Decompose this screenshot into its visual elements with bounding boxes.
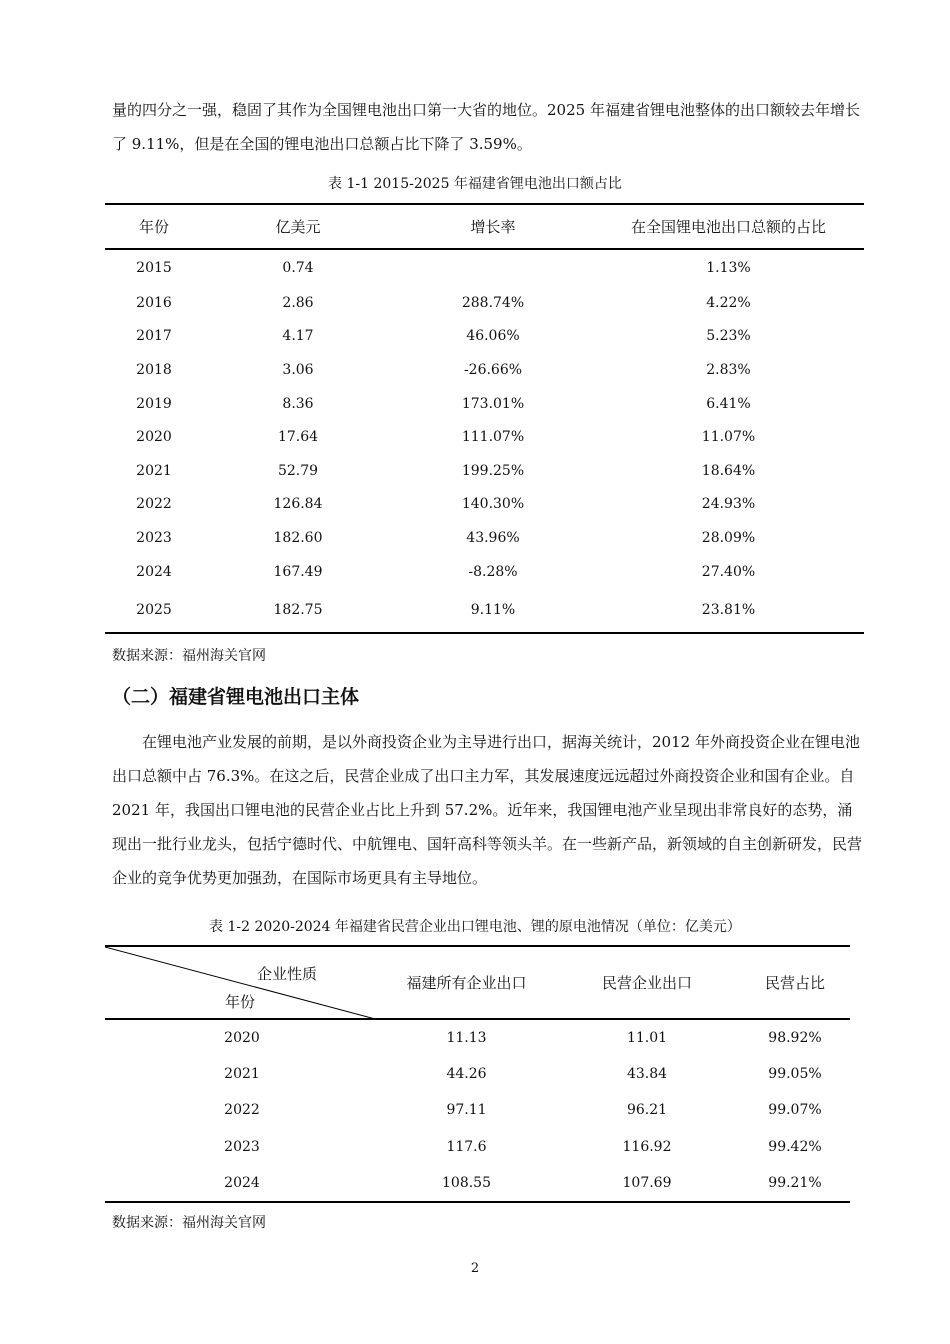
table-cell: 9.11% — [470, 602, 516, 619]
table-cell: 2022 — [224, 1102, 260, 1119]
table-cell: 126.84 — [273, 496, 323, 513]
table-row — [105, 521, 864, 555]
table1-source: 数据来源：福州海关官网 — [112, 648, 266, 664]
table-cell: 4.17 — [282, 328, 314, 345]
table-cell: 1.13% — [706, 260, 751, 276]
table-cell: 18.64% — [701, 462, 756, 479]
table-cell: 28.09% — [701, 529, 756, 546]
table-cell: 44.26 — [446, 1065, 487, 1082]
table-cell: 167.49 — [273, 563, 323, 580]
section-heading: （二）福建省锂电池出口主体 — [112, 686, 360, 708]
table-row — [105, 1092, 850, 1129]
table-row — [105, 1129, 850, 1166]
table-row — [105, 249, 864, 286]
header-usd-100m: 亿美元 — [203, 204, 393, 249]
table-cell: 96.21 — [626, 1102, 668, 1119]
table-cell: 182.60 — [273, 529, 323, 546]
table-cell: 2020 — [136, 429, 172, 446]
table-cell: 11.07% — [701, 429, 756, 446]
table-cell: 2023 — [224, 1138, 260, 1155]
table-row — [105, 420, 864, 454]
table-cell: 43.96% — [466, 529, 520, 546]
diag-label-enterprise-type: 企业性质 — [257, 965, 318, 983]
table-cell: 99.42% — [768, 1138, 822, 1155]
table-cell: 111.07% — [461, 429, 525, 446]
table-cell: 6.41% — [706, 395, 751, 412]
private-enterprise-export-table — [105, 945, 850, 1203]
table-cell: 2021 — [224, 1065, 260, 1082]
table-row — [105, 1056, 850, 1093]
table-cell: 173.01% — [461, 395, 525, 412]
table-cell: 108.55 — [442, 1174, 491, 1191]
header-year: 年份 — [105, 204, 203, 249]
table-cell: 2023 — [136, 529, 172, 546]
table-cell: 117.6 — [446, 1138, 487, 1155]
intro-paragraph: 量的四分之一强，稳固了其作为全国锂电池出口第一大省的地位。2025 年福建省锂电池整体的出口额较去年增长了 9.11%，但是在全国的锂电池出口总额占比下降了 3.59%。 — [112, 101, 860, 153]
header-all-enterprises: 福建所有企业出口 — [379, 946, 554, 1019]
table-cell: 24.93% — [701, 496, 756, 513]
diagonal-header-cell — [105, 946, 379, 1019]
table-cell: 288.74% — [461, 294, 525, 311]
table-row — [105, 353, 864, 387]
table-row — [105, 454, 864, 488]
table-cell: 2024 — [136, 563, 172, 580]
table-cell: 23.81% — [701, 602, 756, 619]
table-cell: 3.06 — [282, 361, 314, 378]
export-share-table — [105, 203, 864, 634]
table-cell: 140.30% — [461, 496, 525, 513]
header-national-share: 在全国锂电池出口总额的占比 — [593, 204, 864, 249]
table-row — [105, 1165, 850, 1202]
table-cell: 199.25% — [461, 462, 525, 479]
table1-caption: 表 1-1 2015-2025 年福建省锂电池出口额占比 — [328, 176, 622, 192]
table-cell: -26.66% — [463, 361, 523, 378]
table-cell: 2020 — [224, 1029, 260, 1046]
table-cell: 116.92 — [622, 1138, 672, 1155]
table2-source: 数据来源：福州海关官网 — [112, 1215, 266, 1231]
table-header-row — [105, 204, 864, 249]
table-cell: 4.22% — [706, 294, 751, 311]
table-cell: 52.79 — [277, 462, 319, 479]
table-cell: 2017 — [136, 328, 172, 345]
table-row — [105, 286, 864, 320]
table2-caption: 表 1-2 2020-2024 年福建省民营企业出口锂电池、锂的原电池情况（单位：亿美元） — [209, 919, 741, 935]
table-cell: 2016 — [136, 294, 172, 311]
table-cell: 5.23% — [706, 328, 751, 345]
table-row — [105, 555, 864, 589]
table-cell: 2025 — [136, 602, 172, 619]
table-cell: 2019 — [136, 395, 172, 412]
table-row — [105, 387, 864, 421]
table-cell: 17.64 — [277, 429, 319, 446]
body-paragraph: 在锂电池产业发展的前期，是以外商投资企业为主导进行出口，据海关统计，2012 年外商投资企业在锂电池出口总额中占 76.3%。在这之后，民营企业成了出口主力军，其发展速度远远超过外商投资企业和国有企业。自 2021 年，我国出口锂电池的民营企业占比上升到 57.2%。近年来，我国锂电池产业呈现出非常良好的态势，涌现出一批行业龙头，包括宁德时代、中航锂电、国轩高科等领头羊。在一些新产品，新领域的自主创新研发，民营企业的竞争优势更加强劲，在国际市场更具有主导地位。 — [112, 733, 863, 887]
page-number: 2 — [470, 1261, 480, 1276]
header-growth-rate: 增长率 — [393, 204, 593, 249]
table-cell: 2018 — [136, 361, 172, 378]
table-cell: 2024 — [224, 1174, 260, 1191]
table-header-row — [105, 946, 850, 1019]
table-cell: 11.01 — [626, 1029, 668, 1046]
table-cell: 2.83% — [706, 361, 751, 378]
table-cell: 2015 — [136, 260, 172, 276]
table-cell: 11.13 — [446, 1029, 487, 1046]
table-cell: 182.75 — [273, 602, 323, 619]
table-cell: 97.11 — [446, 1102, 487, 1119]
table-cell: -8.28% — [468, 563, 518, 580]
table-cell: 2.86 — [282, 294, 314, 311]
diag-label-year: 年份 — [225, 993, 256, 1011]
table-cell: 99.05% — [768, 1065, 822, 1082]
table-cell: 2022 — [136, 496, 172, 513]
header-private-enterprises: 民营企业出口 — [554, 946, 740, 1019]
table-cell — [393, 249, 593, 286]
table-cell: 99.21% — [768, 1174, 822, 1191]
header-private-share: 民营占比 — [740, 946, 850, 1019]
table-cell: 99.07% — [768, 1102, 822, 1119]
table-row — [105, 320, 864, 354]
table-row — [105, 588, 864, 633]
table-cell: 98.92% — [768, 1029, 822, 1046]
table-cell: 46.06% — [466, 328, 520, 345]
table-cell: 2021 — [136, 462, 172, 479]
table-row — [105, 1019, 850, 1056]
table-cell: 0.74 — [282, 260, 314, 276]
table-cell: 27.40% — [701, 563, 756, 580]
table-cell: 43.84 — [626, 1065, 668, 1082]
table-cell: 8.36 — [282, 395, 314, 412]
table-cell: 107.69 — [622, 1174, 672, 1191]
table-row — [105, 488, 864, 522]
